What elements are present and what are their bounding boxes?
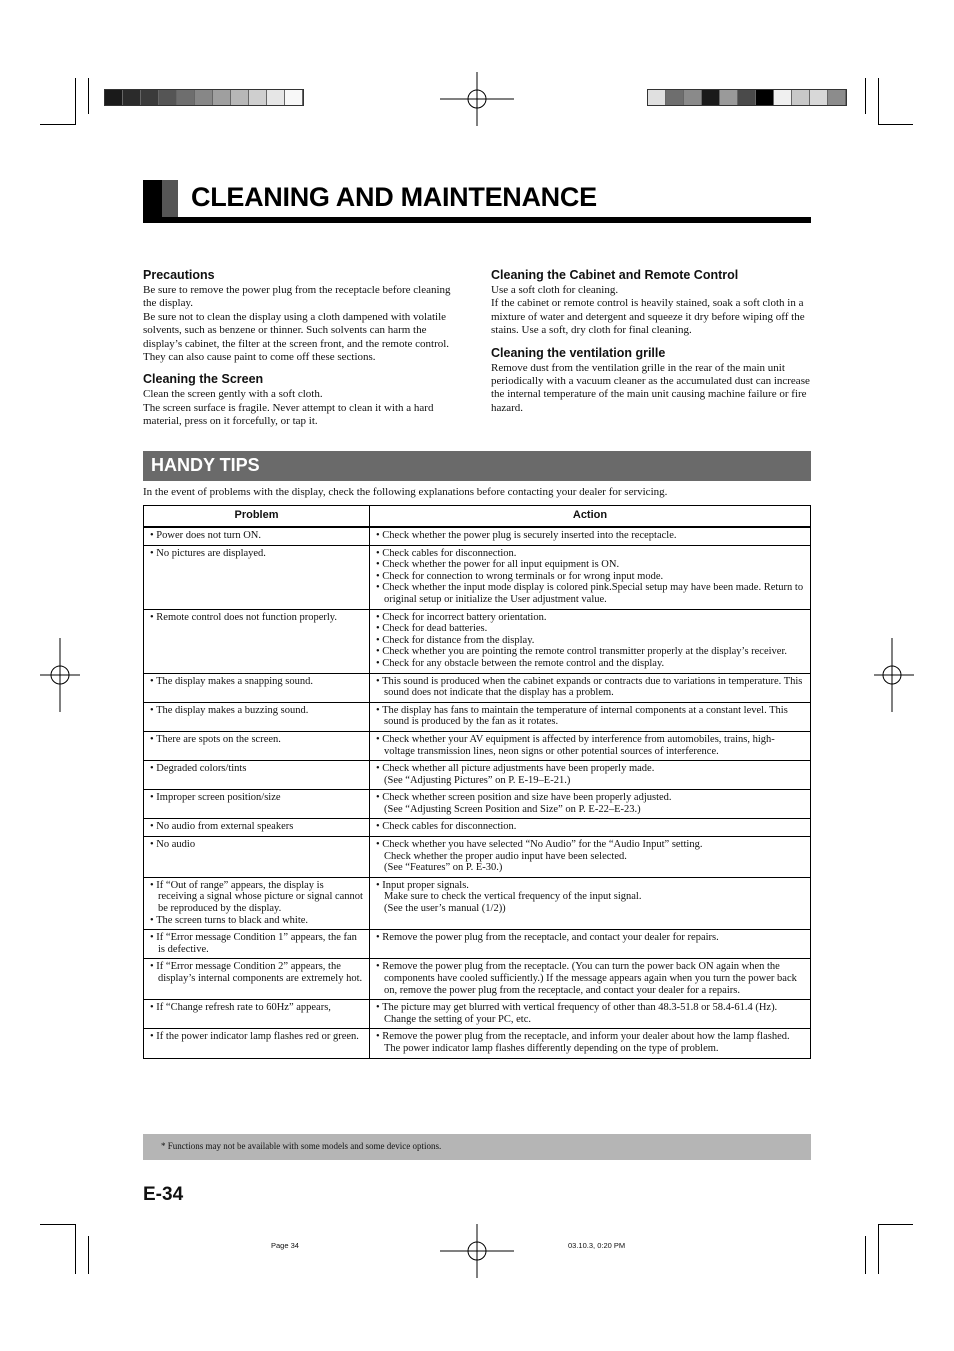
table-row xyxy=(144,673,811,702)
table-row xyxy=(144,819,811,837)
footnote-bar xyxy=(143,1134,811,1160)
registration-mark-bottom xyxy=(440,1214,514,1288)
action-cell xyxy=(370,877,811,929)
cleaning-cabinet-text: Use a soft cloth for cleaning. If the cabinet or remote control is heavily stained, soak a soft cloth in a mixture of water and detergent and squeeze it dry before wiping off the stains. Use a soft, dry cloth for final cleaning. xyxy=(491,284,805,337)
problem-cell xyxy=(144,609,370,673)
problem-cell xyxy=(144,761,370,790)
table-row xyxy=(144,731,811,760)
problem-item: • The display makes a snapping sound. xyxy=(150,675,314,687)
problem-cell xyxy=(144,1029,370,1058)
color-swatch xyxy=(249,90,267,105)
precautions-text: Be sure to remove the power plug from the receptacle before cleaning the display. Be sure not to clean the display using a cloth dampened with volatile solvents, such as benzene or thinner. Such solvents can harm the display’s cabinet, the filter at the screen front, and the remote control. They can also cause paint to come off these sections. xyxy=(143,284,451,364)
problem-item: • No pictures are displayed. xyxy=(150,547,266,559)
color-swatch xyxy=(159,90,177,105)
action-cell xyxy=(370,1029,811,1058)
page-title: CLEANING AND MAINTENANCE xyxy=(191,182,597,212)
action-cell xyxy=(370,790,811,819)
problem-item: • If “Error message Condition 1” appears, the fan is defective. xyxy=(150,932,357,955)
problem-cell xyxy=(144,877,370,929)
cleaning-screen-heading: Cleaning the Screen xyxy=(143,372,264,387)
color-swatch xyxy=(810,90,828,105)
color-swatch xyxy=(105,90,123,105)
problem-item: • If “Error message Condition 2” appears, the display’s internal components are extremely hot. xyxy=(150,961,363,984)
registration-mark-left xyxy=(40,638,114,712)
registration-mark-right xyxy=(840,638,914,712)
color-swatch xyxy=(648,90,666,105)
color-swatch xyxy=(702,90,720,105)
action-item: • The picture may get blurred with vertical frequency of other than 48.3-51.8 or 58.4-61.4 (Hz). Change the setting of your PC, etc. xyxy=(376,1002,778,1025)
action-cell xyxy=(370,702,811,731)
color-swatch xyxy=(267,90,285,105)
problem-cell xyxy=(144,790,370,819)
color-swatch-strip-left xyxy=(104,89,304,106)
table-row xyxy=(144,761,811,790)
action-item: • Check for any obstacle between the remote control and the display. xyxy=(376,657,665,669)
color-swatch xyxy=(195,90,213,105)
problem-cell xyxy=(144,702,370,731)
action-item: • Remove the power plug from the receptacle. (You can turn the power back ON again when the components have cooled sufficiently.) If the message appears again when you turn the power back on, remove the power plug from the receptacle, and contact your dealer for a repairs. xyxy=(376,961,797,996)
title-marker-black xyxy=(143,180,162,218)
action-cell xyxy=(370,930,811,959)
problem-item: • If “Change refresh rate to 60Hz” appears, xyxy=(150,1002,331,1014)
problem-cell xyxy=(144,527,370,545)
table-header-row xyxy=(144,506,811,528)
color-swatch xyxy=(213,90,231,105)
table-row xyxy=(144,545,811,609)
problem-column-header: Problem xyxy=(144,506,370,528)
cleaning-cabinet-heading: Cleaning the Cabinet and Remote Control xyxy=(491,268,739,282)
problem-item: • If the power indicator lamp flashes red or green. xyxy=(150,1031,359,1043)
problem-cell xyxy=(144,1000,370,1029)
problem-cell xyxy=(144,930,370,959)
problem-cell xyxy=(144,837,370,878)
color-swatch xyxy=(177,90,195,105)
color-swatch xyxy=(774,90,792,105)
color-swatch xyxy=(684,90,702,105)
action-cell xyxy=(370,1000,811,1029)
action-cell xyxy=(370,959,811,1000)
title-rule xyxy=(143,217,811,223)
problem-item: • Improper screen position/size xyxy=(150,792,281,804)
precautions-heading: Precautions xyxy=(143,268,215,282)
action-item: • Check cables for disconnection. xyxy=(376,547,517,559)
action-cell xyxy=(370,731,811,760)
ventilation-grille-text: Remove dust from the ventilation grille in the rear of the main unit periodically with a vacuum cleaner as the accumulated dust can increase the internal temperature of the main unit causing machine failure or fire hazard. xyxy=(491,361,810,414)
action-item: • Remove the power plug from the receptacle, and contact your dealer for repairs. xyxy=(376,932,719,944)
registration-mark-top xyxy=(440,62,514,136)
table-row xyxy=(144,702,811,731)
action-column-header: Action xyxy=(370,506,811,528)
action-item: • Check for connection to wrong terminals or for wrong input mode. xyxy=(376,570,664,582)
table-row xyxy=(144,930,811,959)
problem-item: • There are spots on the screen. xyxy=(150,733,281,745)
action-item: • Check whether all picture adjustments have been properly made. (See “Adjusting Pictures” on P. E-19–E-21.) xyxy=(376,763,655,786)
problem-item: • If “Out of range” appears, the display is receiving a signal whose picture or signal cannot be reproduced by the display. xyxy=(150,879,363,915)
action-item: • Check cables for disconnection. xyxy=(376,821,517,833)
action-item: • Check whether the input mode display is colored pink.Special setup may have been made. Return to original setup or initialize the User adjustment value. xyxy=(376,582,804,605)
problem-item: • The display makes a buzzing sound. xyxy=(150,704,309,716)
title-marker-gray xyxy=(162,180,178,218)
action-item: • Check for incorrect battery orientation. xyxy=(376,611,547,623)
footnote-text: * Functions may not be available with some models and some device options. xyxy=(161,1141,442,1151)
action-cell xyxy=(370,819,811,837)
action-item: • Check whether the power for all input equipment is ON. xyxy=(376,559,620,571)
problem-item: • Remote control does not function properly. xyxy=(150,611,337,623)
action-cell xyxy=(370,609,811,673)
problem-cell xyxy=(144,819,370,837)
problem-item: • No audio xyxy=(150,839,196,851)
handy-tips-bar xyxy=(143,451,811,481)
print-date-label: 03.10.3, 0:20 PM xyxy=(568,1241,626,1250)
print-page-label: Page 34 xyxy=(271,1241,299,1250)
action-cell xyxy=(370,761,811,790)
color-swatch xyxy=(141,90,159,105)
action-item: • Input proper signals. Make sure to check the vertical frequency of the input signal. (See the user’s manual (1/2)) xyxy=(376,879,642,915)
color-swatch xyxy=(666,90,684,105)
action-item: • Check whether your AV equipment is affected by interference from automobiles, trains, high-voltage transmission lines, neon signs or other potential sources of interference. xyxy=(376,733,775,757)
color-swatch xyxy=(828,90,846,105)
action-item: • Check whether the power plug is securely inserted into the receptacle. xyxy=(376,530,677,541)
problem-item: • The screen turns to black and white. xyxy=(150,914,309,926)
table-row xyxy=(144,609,811,673)
action-item: • Check whether you have selected “No Audio” for the “Audio Input” setting. Check whether the proper audio input have been selected. (See “Features” on P. E-30.) xyxy=(376,839,703,874)
table-row xyxy=(144,1000,811,1029)
cleaning-screen-text: Clean the screen gently with a soft cloth. The screen surface is fragile. Never attempt to clean it with a hard material, press on it forcefully, or tap it. xyxy=(143,388,434,428)
problem-cell xyxy=(144,673,370,702)
troubleshooting-table xyxy=(143,505,811,1059)
action-cell xyxy=(370,527,811,545)
action-item: • Check for dead batteries. xyxy=(376,623,488,635)
color-swatch xyxy=(285,90,303,105)
page-title-bar xyxy=(143,180,811,224)
table-row xyxy=(144,1029,811,1058)
problem-cell xyxy=(144,545,370,609)
color-swatch xyxy=(720,90,738,105)
problem-item: • Degraded colors/tints xyxy=(150,763,247,775)
table-row xyxy=(144,790,811,819)
color-swatch xyxy=(756,90,774,105)
action-item: • Check whether you are pointing the remote control transmitter properly at the display’s receiver. xyxy=(376,646,788,658)
action-item: • Remove the power plug from the receptacle, and inform your dealer about how the lamp flashed. The power indicator lamp flashes differently depending on the type of problem. xyxy=(376,1031,790,1054)
problem-item: • No audio from external speakers xyxy=(150,821,294,833)
color-swatch xyxy=(738,90,756,105)
left-column xyxy=(143,268,463,437)
color-swatch xyxy=(792,90,810,105)
ventilation-grille-heading: Cleaning the ventilation grille xyxy=(491,345,666,360)
handy-tips-intro: In the event of problems with the display, check the following explanations before contacting your dealer for servicing. xyxy=(143,486,668,498)
action-item: • This sound is produced when the cabinet expands or contracts due to variations in temperature. This sound does not indicate that the display has a problem. xyxy=(376,675,803,699)
problem-cell xyxy=(144,959,370,1000)
color-swatch-strip-right xyxy=(647,89,847,106)
table-row xyxy=(144,837,811,878)
action-cell xyxy=(370,545,811,609)
problem-cell xyxy=(144,731,370,760)
color-swatch xyxy=(231,90,249,105)
table-row xyxy=(144,527,811,545)
table-row xyxy=(144,959,811,1000)
action-item: • Check whether screen position and size have been properly adjusted. (See “Adjusting Screen Position and Size” on P. E-22–E-23.) xyxy=(376,792,672,815)
action-item: • Check for distance from the display. xyxy=(376,634,535,646)
page-number: E-34 xyxy=(143,1184,184,1205)
action-cell xyxy=(370,673,811,702)
right-column xyxy=(491,268,811,423)
action-cell xyxy=(370,837,811,878)
handy-tips-title: HANDY TIPS xyxy=(151,455,260,475)
table-row xyxy=(144,877,811,929)
color-swatch xyxy=(123,90,141,105)
action-item: • The display has fans to maintain the temperature of internal components at a constant level. This sound is produced by the fan as it rotates. xyxy=(376,704,788,728)
problem-item: • Power does not turn ON. xyxy=(150,530,261,541)
